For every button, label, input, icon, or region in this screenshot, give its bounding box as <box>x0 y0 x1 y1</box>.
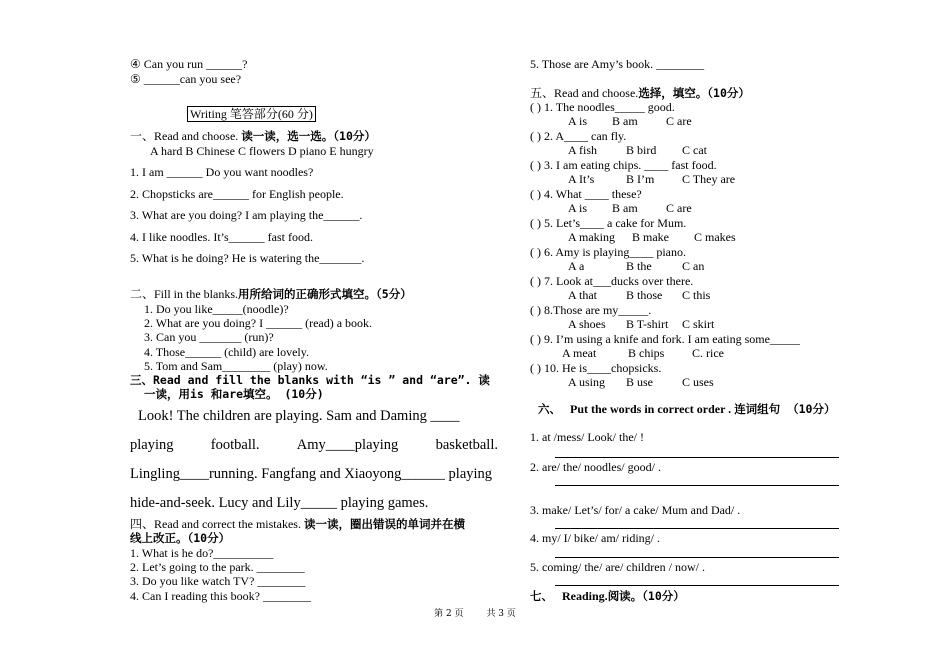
item-5: ⑤ ______can you see? <box>130 72 242 86</box>
answer-line <box>555 485 839 486</box>
answer-line <box>555 557 839 558</box>
question-5-option-a: A making <box>568 230 615 244</box>
question-8: ( ) 8.Those are my_____. <box>530 303 652 317</box>
question-9: ( ) 9. I’m using a knife and fork. I am eating some_____ <box>530 332 800 346</box>
section-7-title: 七、 Reading.阅读。（10分） <box>530 589 685 603</box>
page-footer <box>0 606 950 619</box>
question-8-option-b: B T-shirt <box>626 317 669 331</box>
section-1-title: 一、Read and choose. 读一读，选一选。（10分） <box>130 129 376 143</box>
question-6: ( ) 6. Amy is playing____ piano. <box>530 245 686 259</box>
item-4: ④ Can you run ______? <box>130 57 248 71</box>
s2-item-2: 2. What are you doing? I ______ (read) a book. <box>144 316 373 330</box>
section-4-title: 四、Read and correct the mistakes. 读一读，圈出错误的单词并在横 <box>130 517 465 531</box>
section-1-options: A hard B Chinese C flowers D piano E hungry <box>150 144 374 158</box>
question-3-option-c: C They are <box>682 172 736 186</box>
s2-item-5: 5. Tom and Sam________ (play) now. <box>144 359 328 373</box>
question-10: ( ) 10. He is____chopsicks. <box>530 361 662 375</box>
question-6-option-b: B the <box>626 259 652 273</box>
question-1: ( ) 1. The noodles_____ good. <box>530 100 675 114</box>
question-9-option-a: A meat <box>562 346 597 360</box>
s1-item-5: 5. What is he doing? He is watering the_______. <box>130 251 365 265</box>
question-3-option-b: B I’m <box>626 172 655 186</box>
s3-paragraph-line2 <box>130 436 498 454</box>
question-6-option-c: C an <box>682 259 705 273</box>
question-1-option-c: C are <box>666 114 692 128</box>
s1-item-1: 1. I am ______ Do you want noodles? <box>130 165 314 179</box>
question-8-option-a: A shoes <box>568 317 606 331</box>
question-4-option-a: A is <box>568 201 588 215</box>
question-2-option-a: A fish <box>568 143 598 157</box>
question-1-option-a: A is <box>568 114 588 128</box>
answer-line <box>555 585 839 586</box>
s2-item-3: 3. Can you _______ (run)? <box>144 330 274 344</box>
section-6-title: 六、 Put the words in correct order . 连词组句 （10分） <box>538 402 836 416</box>
answer-line <box>555 528 839 529</box>
s3-word: football. <box>210 437 260 453</box>
question-2-option-c: C cat <box>682 143 707 157</box>
question-8-option-c: C skirt <box>682 317 715 331</box>
question-7-option-c: C this <box>682 288 711 302</box>
s6-item-5: 5. coming/ the/ are/ children / now/ . <box>530 560 705 574</box>
question-7-option-a: A that <box>568 288 597 302</box>
s1-item-2: 2. Chopsticks are______ for English people. <box>130 187 344 201</box>
section-3-title-line2: 一读，用is 和are填空。 (10分) <box>144 387 324 401</box>
question-1-option-b: B am <box>612 114 638 128</box>
question-4-option-c: C are <box>666 201 692 215</box>
question-4: ( ) 4. What ____ these? <box>530 187 642 201</box>
s3-word: Amy____playing <box>296 437 399 453</box>
s4-item-2: 2. Let’s going to the park. ________ <box>130 560 305 574</box>
page-number: 第 2 页 <box>434 609 464 619</box>
s1-item-3: 3. What are you doing? I am playing the______. <box>130 208 363 222</box>
s3-paragraph-line4: hide-and-seek. Lucy and Lily_____ playing games. <box>130 495 429 511</box>
question-9-option-c: C. rice <box>692 346 724 360</box>
s3-word: playing <box>130 437 174 453</box>
s2-item-1: 1. Do you like_____(noodle)? <box>144 302 289 316</box>
s2-item-4: 4. Those______ (child) are lovely. <box>144 345 309 359</box>
s4-item-4: 4. Can I reading this book? ________ <box>130 589 311 603</box>
s6-item-1: 1. at /mess/ Look/ the/ ! <box>530 430 644 444</box>
section-5-title: 五、Read and choose.选择，填空。（10分） <box>530 86 750 100</box>
page-total: 共 3 页 <box>486 609 516 619</box>
question-3: ( ) 3. I am eating chips. ____ fast food. <box>530 158 717 172</box>
s6-item-2: 2. are/ the/ noodles/ good/ . <box>530 460 661 474</box>
question-4-option-b: B am <box>612 201 638 215</box>
section-2-title: 二、Fill in the blanks.用所给词的正确形式填空。（5分） <box>130 287 412 301</box>
s1-item-4: 4. I like noodles. It’s______ fast food. <box>130 230 313 244</box>
question-5-option-b: B make <box>632 230 669 244</box>
question-2: ( ) 2. A____ can fly. <box>530 129 627 143</box>
question-10-option-b: B use <box>626 375 653 389</box>
question-10-option-c: C uses <box>682 375 714 389</box>
question-5: ( ) 5. Let’s____ a cake for Mum. <box>530 216 687 230</box>
s3-paragraph-line1: Look! The children are playing. Sam and Daming ____ <box>138 408 460 424</box>
question-9-option-b: B chips <box>628 346 665 360</box>
s3-word: basketball. <box>435 437 498 453</box>
question-7-option-b: B those <box>626 288 663 302</box>
section-3-title-line1: 三、Read and fill the blanks with “is ” and “are”. 读 <box>130 373 490 387</box>
s4-item-1: 1. What is he do?__________ <box>130 546 274 560</box>
answer-line <box>555 457 839 458</box>
s6-item-3: 3. make/ Let’s/ for/ a cake/ Mum and Dad/ . <box>530 503 741 517</box>
question-5-option-c: C makes <box>694 230 736 244</box>
s3-paragraph-line3: Lingling____running. Fangfang and Xiaoyong______ playing <box>130 466 493 482</box>
question-10-option-a: A using <box>568 375 606 389</box>
question-6-option-a: A a <box>568 259 585 273</box>
section-4-title-line2: 线上改正。（10分） <box>130 531 231 545</box>
question-7: ( ) 7. Look at___ducks over there. <box>530 274 694 288</box>
writing-header: Writing 笔答部分(60 分) <box>187 107 316 121</box>
question-2-option-b: B bird <box>626 143 657 157</box>
r-item-5: 5. Those are Amy’s book. ________ <box>530 57 705 71</box>
question-3-option-a: A It’s <box>568 172 595 186</box>
s4-item-3: 3. Do you like watch TV? ________ <box>130 574 306 588</box>
s6-item-4: 4. my/ I/ bike/ am/ riding/ . <box>530 531 660 545</box>
